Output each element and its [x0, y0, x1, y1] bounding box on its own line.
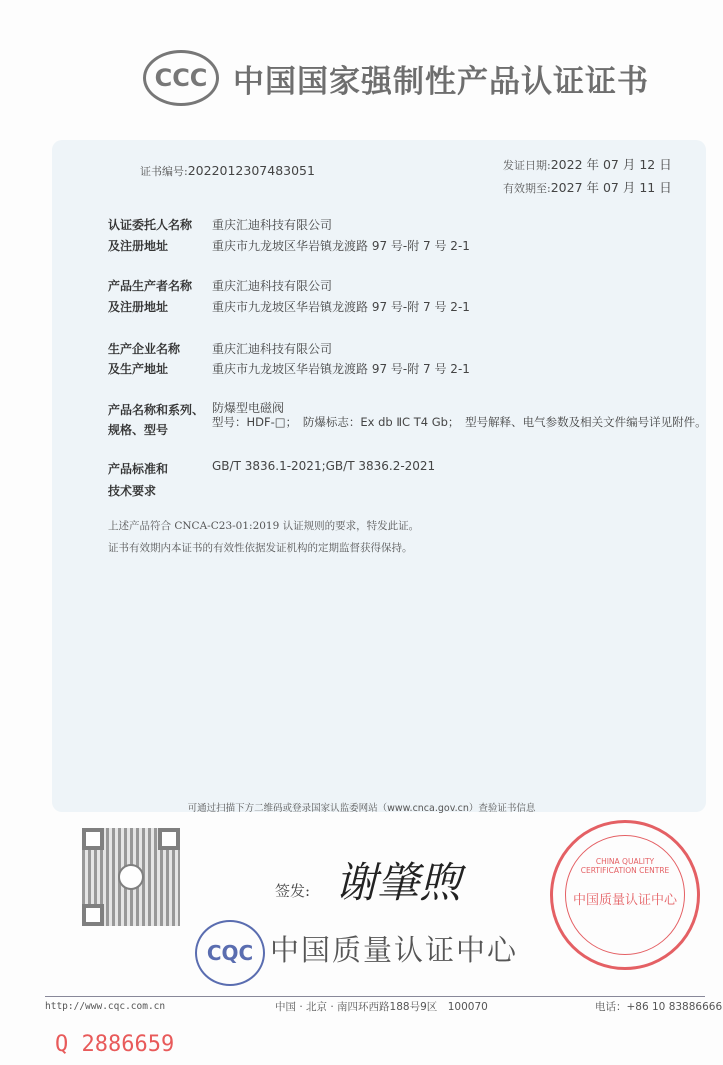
- field-value: 型号：HDF-□； 防爆标志：Ex db ⅡC T4 Gb； 型号解释、电气参数及相关文件编号详见附件。: [212, 415, 707, 429]
- field-label: 产品生产者名称: [108, 279, 193, 293]
- field-label: 生产企业名称: [108, 342, 181, 356]
- field-value: 防爆型电磁阀: [212, 401, 285, 415]
- field-label: 及注册地址: [108, 300, 169, 314]
- field-value: 重庆市九龙坡区华岩镇龙渡路 97 号-附 7 号 2-1: [212, 239, 470, 253]
- verify-note: 可通过扫描下方二维码或登录国家认监委网站（www.cnca.gov.cn）查验证书信息: [187, 803, 536, 814]
- footer-phone: 电话：+86 10 83886666: [595, 1001, 723, 1013]
- field-label: 认证委托人名称: [108, 218, 193, 232]
- page-title: 中国国家强制性产品认证证书: [233, 64, 649, 100]
- field-label: 技术要求: [108, 484, 157, 498]
- field-label: 及注册地址: [108, 239, 169, 253]
- field-label: 及生产地址: [108, 362, 169, 376]
- field-value: 重庆汇迪科技有限公司: [212, 342, 333, 356]
- field-value: 重庆汇迪科技有限公司: [212, 279, 333, 293]
- footer-url[interactable]: http://www.cqc.com.cn: [45, 1001, 166, 1012]
- statement-line: 上述产品符合 CNCA-C23-01:2019 认证规则的要求，特发此证。: [108, 520, 420, 532]
- cqc-logo: CQC: [195, 920, 265, 986]
- statement-line: 证书有效期内本证书的有效性依据发证机构的定期监督获得保持。: [108, 542, 413, 554]
- official-seal: [550, 820, 700, 970]
- signature: 谢肇煦: [335, 858, 462, 907]
- field-label: 产品标准和: [108, 462, 169, 476]
- seal-inner-text: 中国质量认证中心: [572, 893, 677, 908]
- field-value: 重庆市九龙坡区华岩镇龙渡路 97 号-附 7 号 2-1: [212, 300, 470, 314]
- field-value: GB/T 3836.1-2021;GB/T 3836.2-2021: [212, 459, 436, 473]
- serial-number: Q 2886659: [55, 1032, 175, 1057]
- footer-address: 中国 · 北京 · 南四环西路188号9区 100070: [275, 1001, 488, 1013]
- issuer-name: 中国质量认证中心: [270, 933, 519, 967]
- expiry-date: 有效期至:2027 年 07 月 11 日: [503, 180, 672, 195]
- field-value: 重庆市九龙坡区华岩镇龙渡路 97 号-附 7 号 2-1: [212, 362, 470, 376]
- qr-code[interactable]: [82, 828, 180, 926]
- field-value: 重庆汇迪科技有限公司: [212, 218, 333, 232]
- issue-date: 发证日期:2022 年 07 月 12 日: [503, 157, 672, 172]
- footer-divider: [45, 996, 705, 997]
- cert-number: 证书编号:2022012307483051: [140, 163, 315, 178]
- field-label: 产品名称和系列、: [108, 403, 205, 417]
- field-label: 规格、型号: [108, 423, 169, 437]
- seal-outer-text: CHINA QUALITY CERTIFICATION CENTRE: [580, 857, 670, 875]
- ccc-logo: CCC: [143, 50, 219, 106]
- signature-label: 签发:: [275, 882, 311, 900]
